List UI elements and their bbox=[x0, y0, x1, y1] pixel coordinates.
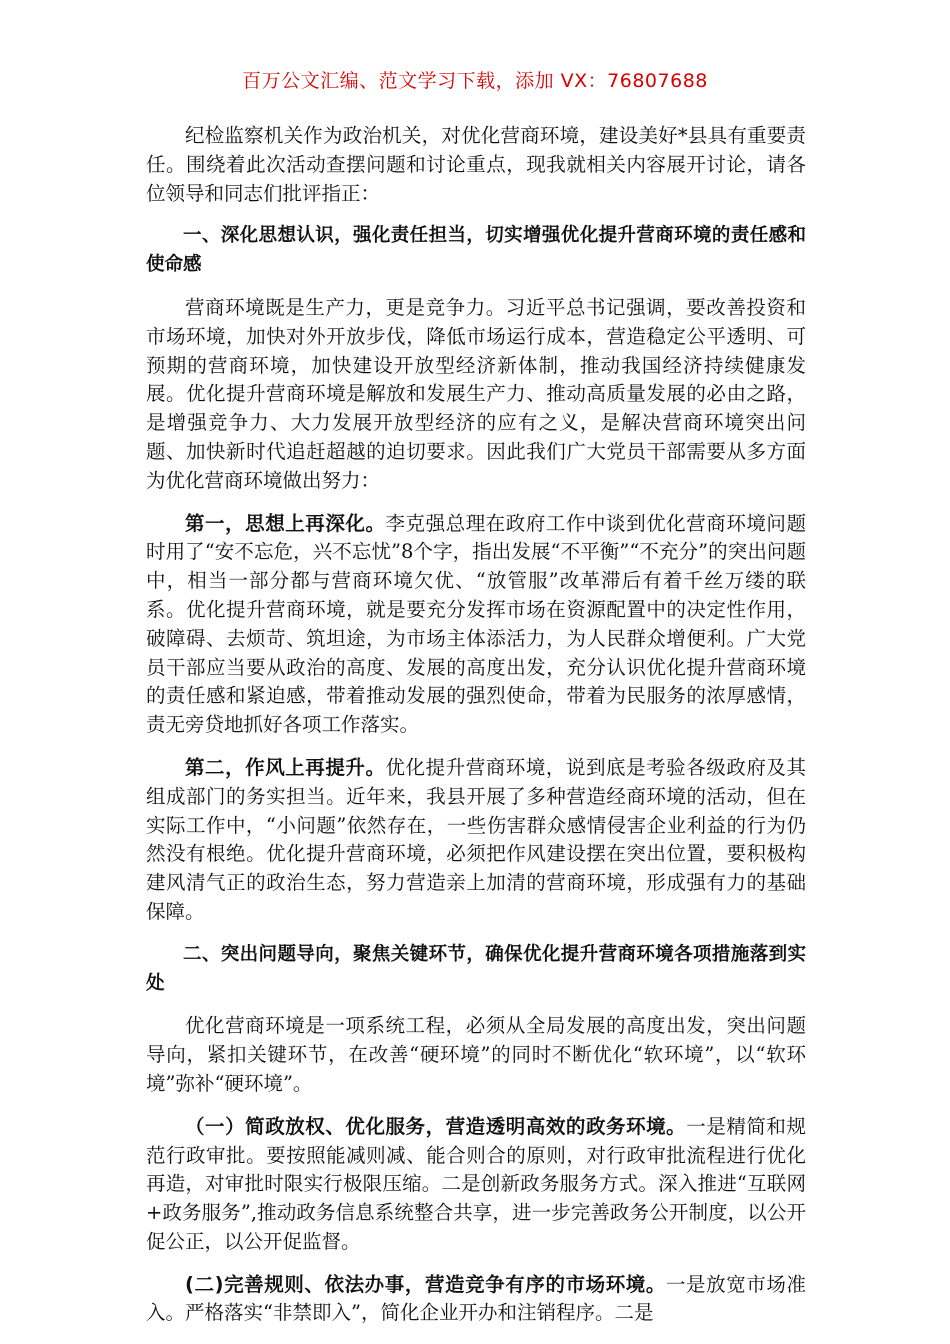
section-heading-1: 一、深化思想认识，强化责任担当，切实增强优化提升营商环境的责任感和使命感 bbox=[146, 225, 806, 276]
paragraph-text: 李克强总理在政府工作中谈到优化营商环境问题时用了“安不忘危，兴不忘忧”8个字，指出发展“不平衡”“不充分”的突出问题中，相当一部分都与营商环境欠优、“放管服”改革滞后有着千丝万缕的联系。优化提升营商环境，就是要充分发挥市场在资源配置中的决定性作用，破障碍、去烦苛、筑坦途，为市场主体添活力，为人民群众增便利。广大党员干部应当要从政治的高度、发展的高度出发，充分认识优化提升营商环境的责任感和紧迫感，带着推动发展的强烈使命，带着为民服务的浓厚感情，责无旁贷地抓好各项工作落实。 bbox=[146, 511, 806, 737]
paragraph-text: 优化提升营商环境，说到底是考验各级政府及其组成部门的务实担当。近年来，我县开展了多种营造经商环境的活动，但在实际工作中，“小问题”依然存在，一些伤害群众感情侵害企业利益的行为仍然没有根绝。优化提升营商环境，必须把作风建设摆在突出位置，要积极构建风清气正的政治生态，努力营造亲上加清的营商环境，形成强有力的基础保障。 bbox=[146, 755, 806, 923]
paragraph-lead: （一）简政放权、优化服务，营造透明高效的政务环境。 bbox=[185, 1114, 687, 1138]
body-paragraph: 优化营商环境是一项系统工程，必须从全局发展的高度出发，突出问题导向，紧扣关键环节，在改善“硬环境”的同时不断优化“软环境”，以“软环境”弥补“硬环境”。 bbox=[146, 1014, 806, 1095]
body-paragraph bbox=[146, 1271, 806, 1329]
paragraph-text: 一是放宽市场准入。严格落实“非禁即入”，简化企业开办和注销程序。二是 bbox=[146, 1272, 806, 1325]
watermark-header: 百万公文汇编、范文学习下载，添加 VX：76807688 bbox=[242, 70, 708, 92]
body-paragraph: 营商环境既是生产力，更是竞争力。习近平总书记强调，要改善投资和市场环境，加快对外开放步伐，降低市场运行成本，营造稳定公平透明、可预期的营商环境，加快建设开放型经济新体制，推动我国经济持续健康发展。优化提升营商环境是解放和发展生产力、推动高质量发展的必由之路，是增强竞争力、大力发展开放型经济的应有之义，是解决营商环境突出问题、加快新时代追赶超越的迫切要求。因此我们广大党员干部需要从多方面为优化营商环境做出努力： bbox=[146, 295, 806, 492]
body-paragraph bbox=[146, 1113, 806, 1257]
paragraph-lead: (二)完善规则、依法办事，营造竞争有序的市场环境。 bbox=[185, 1272, 666, 1296]
intro-paragraph: 纪检监察机关作为政治机关，对优化营商环境，建设美好*县具有重要责任。围绕着此次活动查摆问题和讨论重点，现我就相关内容展开讨论，请各位领导和同志们批评指正： bbox=[146, 124, 806, 205]
body-paragraph bbox=[146, 510, 806, 740]
body-paragraph bbox=[146, 754, 806, 927]
section-heading-2: 二、突出问题导向，聚焦关键环节，确保优化提升营商环境各项措施落到实处 bbox=[146, 943, 806, 994]
paragraph-lead: 第一，思想上再深化。 bbox=[185, 511, 386, 535]
document-body bbox=[146, 122, 806, 1342]
paragraph-text: 一是精简和规范行政审批。要按照能减则减、能合则合的原则，对行政审批流程进行优化再造，对审批时限实行极限压缩。二是创新政务服务方式。深入推进“互联网+政务服务”,推动政务信息系统整合共享，进一步完善政务公开制度，以公开促公正，以公开促监督。 bbox=[146, 1114, 806, 1253]
paragraph-lead: 第二，作风上再提升。 bbox=[185, 755, 386, 779]
